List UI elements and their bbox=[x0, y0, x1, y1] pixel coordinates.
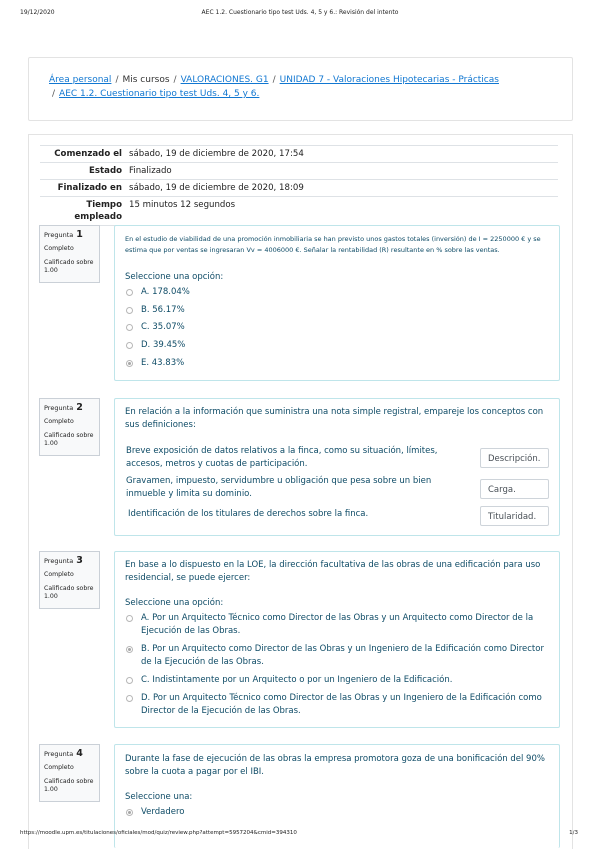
grade-value: 1.00 bbox=[44, 593, 58, 600]
print-url: https://moodle.upm.es/titulaciones/oficiales/mod/quiz/review.php?attempt=5957204&cmid=394310 bbox=[20, 830, 297, 836]
breadcrumb-quiz[interactable]: AEC 1.2. Cuestionario tipo test Uds. 4, 5 y 6. bbox=[59, 89, 260, 99]
question-prompt: Seleccione una opción: bbox=[125, 598, 224, 608]
summary-key: Finalizado en bbox=[57, 183, 122, 193]
option-label: B. Por un Arquitecto como Director de las Obras y un Ingeniero de la Edificación como Director de la Ejecución de las Obras. bbox=[141, 644, 544, 667]
question-label: Pregunta bbox=[44, 557, 74, 565]
match-select-2[interactable]: Carga. bbox=[480, 479, 549, 499]
grade-value: 1.00 bbox=[44, 440, 58, 447]
question-text: Durante la fase de ejecución de las obras la empresa promotora goza de una bonificación del 90% sobre la cuota a pagar por el IBI. bbox=[125, 754, 545, 777]
radio-icon[interactable] bbox=[126, 342, 133, 349]
breadcrumb-course[interactable]: VALORACIONES. G1 bbox=[180, 75, 269, 85]
question-state: Completo bbox=[44, 764, 74, 771]
option-true[interactable] bbox=[126, 806, 184, 819]
summary-row-started bbox=[40, 145, 558, 162]
option-label: Verdadero bbox=[141, 807, 185, 817]
grade-label: Calificado sobre bbox=[44, 259, 94, 266]
option-e[interactable] bbox=[126, 357, 184, 370]
radio-selected-icon[interactable] bbox=[126, 646, 133, 653]
question-info-3 bbox=[39, 551, 100, 609]
option-label: C. Indistintamente por un Arquitecto o por un Ingeniero de la Edificación. bbox=[141, 675, 453, 685]
radio-icon[interactable] bbox=[126, 695, 133, 702]
option-c[interactable] bbox=[126, 674, 551, 687]
question-label: Pregunta bbox=[44, 750, 74, 758]
question-number: 1 bbox=[76, 229, 83, 240]
option-b[interactable] bbox=[126, 643, 551, 669]
summary-value: 15 minutos 12 segundos bbox=[129, 200, 236, 210]
summary-key: Estado bbox=[89, 166, 122, 176]
breadcrumb-mis-cursos: Mis cursos bbox=[122, 75, 170, 85]
option-label: D. 39.45% bbox=[141, 340, 186, 350]
breadcrumb-separator: / bbox=[52, 89, 56, 99]
radio-icon[interactable] bbox=[126, 324, 133, 331]
print-header bbox=[0, 9, 600, 21]
question-info-1 bbox=[39, 225, 100, 283]
question-state: Completo bbox=[44, 418, 74, 425]
print-date: 19/12/2020 bbox=[20, 9, 55, 16]
question-number: 3 bbox=[76, 555, 83, 566]
question-prompt: Seleccione una: bbox=[125, 792, 193, 802]
option-label: D. Por un Arquitecto Técnico como Director de las Obras y un Ingeniero de la Edificación como Director de la Ejecución de las Obras. bbox=[141, 693, 542, 716]
option-c[interactable] bbox=[126, 321, 185, 334]
match-definition-1: Breve exposición de datos relativos a la finca, como su situación, límites, accesos, metros y cuotas de participación. bbox=[126, 446, 438, 469]
breadcrumb-separator: / bbox=[272, 75, 276, 85]
breadcrumb bbox=[49, 73, 559, 101]
question-box-3 bbox=[114, 551, 560, 728]
summary-row-state bbox=[40, 162, 558, 179]
option-label: C. 35.07% bbox=[141, 322, 185, 332]
option-a[interactable] bbox=[126, 612, 551, 638]
radio-selected-icon[interactable] bbox=[126, 360, 133, 367]
grade-value: 1.00 bbox=[44, 786, 58, 793]
question-number: 2 bbox=[76, 402, 83, 413]
question-box-2 bbox=[114, 398, 560, 536]
summary-key: Tiempo empleado bbox=[74, 200, 122, 222]
match-definition-2: Gravamen, impuesto, servidumbre u obligación que pesa sobre un bien inmueble y limita su dominio. bbox=[126, 476, 432, 499]
breadcrumb-unit[interactable]: UNIDAD 7 - Valoraciones Hipotecarias - Prácticas bbox=[279, 75, 499, 85]
breadcrumb-separator: / bbox=[173, 75, 177, 85]
radio-icon[interactable] bbox=[126, 615, 133, 622]
question-box-1 bbox=[114, 225, 560, 381]
option-label: B. 56.17% bbox=[141, 305, 185, 315]
grade-label: Calificado sobre bbox=[44, 585, 94, 592]
option-d[interactable] bbox=[126, 339, 185, 352]
option-label: A. 178.04% bbox=[141, 287, 190, 297]
option-label: A. Por un Arquitecto Técnico como Director de las Obras y un Arquitecto como Director de la Ejecución de las Obras. bbox=[141, 613, 534, 636]
grade-value: 1.00 bbox=[44, 267, 58, 274]
radio-icon[interactable] bbox=[126, 289, 133, 296]
radio-selected-icon[interactable] bbox=[126, 809, 133, 816]
question-state: Completo bbox=[44, 245, 74, 252]
match-select-3[interactable]: Titularidad. bbox=[480, 506, 549, 526]
summary-value: sábado, 19 de diciembre de 2020, 17:54 bbox=[129, 149, 304, 159]
summary-row-finished bbox=[40, 179, 558, 196]
question-text: En relación a la información que suministra una nota simple registral, empareje los conceptos con sus definiciones: bbox=[125, 407, 544, 430]
breadcrumb-area-personal[interactable]: Área personal bbox=[49, 75, 112, 85]
option-b[interactable] bbox=[126, 304, 185, 317]
breadcrumb-container bbox=[28, 57, 573, 121]
radio-icon[interactable] bbox=[126, 677, 133, 684]
match-select-1[interactable]: Descripción. bbox=[480, 448, 549, 468]
attempt-summary-table bbox=[40, 145, 558, 226]
option-a[interactable] bbox=[126, 286, 190, 299]
option-d[interactable] bbox=[126, 692, 551, 718]
question-prompt: Seleccione una opción: bbox=[125, 272, 224, 282]
summary-key: Comenzado el bbox=[54, 149, 122, 159]
question-info-2 bbox=[39, 398, 100, 456]
question-info-4 bbox=[39, 744, 100, 802]
summary-row-time bbox=[40, 196, 558, 226]
question-number: 4 bbox=[76, 748, 83, 759]
summary-value: Finalizado bbox=[129, 166, 172, 176]
question-text: En el estudio de viabilidad de una promoción inmobiliaria se han previsto unos gastos totales (inversión) de I = 2250000 € y se estima que por ventas se ingresaran Vv = 4006000 €. Señalar la rentabilidad (R) resultante en % sobre las ventas. bbox=[125, 235, 541, 254]
question-state: Completo bbox=[44, 571, 74, 578]
print-title: AEC 1.2. Cuestionario tipo test Uds. 4, 5 y 6.: Revisión del intento bbox=[201, 9, 399, 16]
option-label: E. 43.83% bbox=[141, 358, 185, 368]
question-label: Pregunta bbox=[44, 231, 74, 239]
question-text: En base a lo dispuesto en la LOE, la dirección facultativa de las obras de una edificación para uso residencial, se puede ejercer: bbox=[125, 560, 541, 583]
match-definition-3: Identificación de los titulares de derechos sobre la finca. bbox=[128, 509, 369, 519]
summary-value: sábado, 19 de diciembre de 2020, 18:09 bbox=[129, 183, 304, 193]
radio-icon[interactable] bbox=[126, 307, 133, 314]
print-page-number: 1/3 bbox=[569, 830, 578, 836]
question-label: Pregunta bbox=[44, 404, 74, 412]
grade-label: Calificado sobre bbox=[44, 432, 94, 439]
grade-label: Calificado sobre bbox=[44, 778, 94, 785]
breadcrumb-separator: / bbox=[115, 75, 119, 85]
